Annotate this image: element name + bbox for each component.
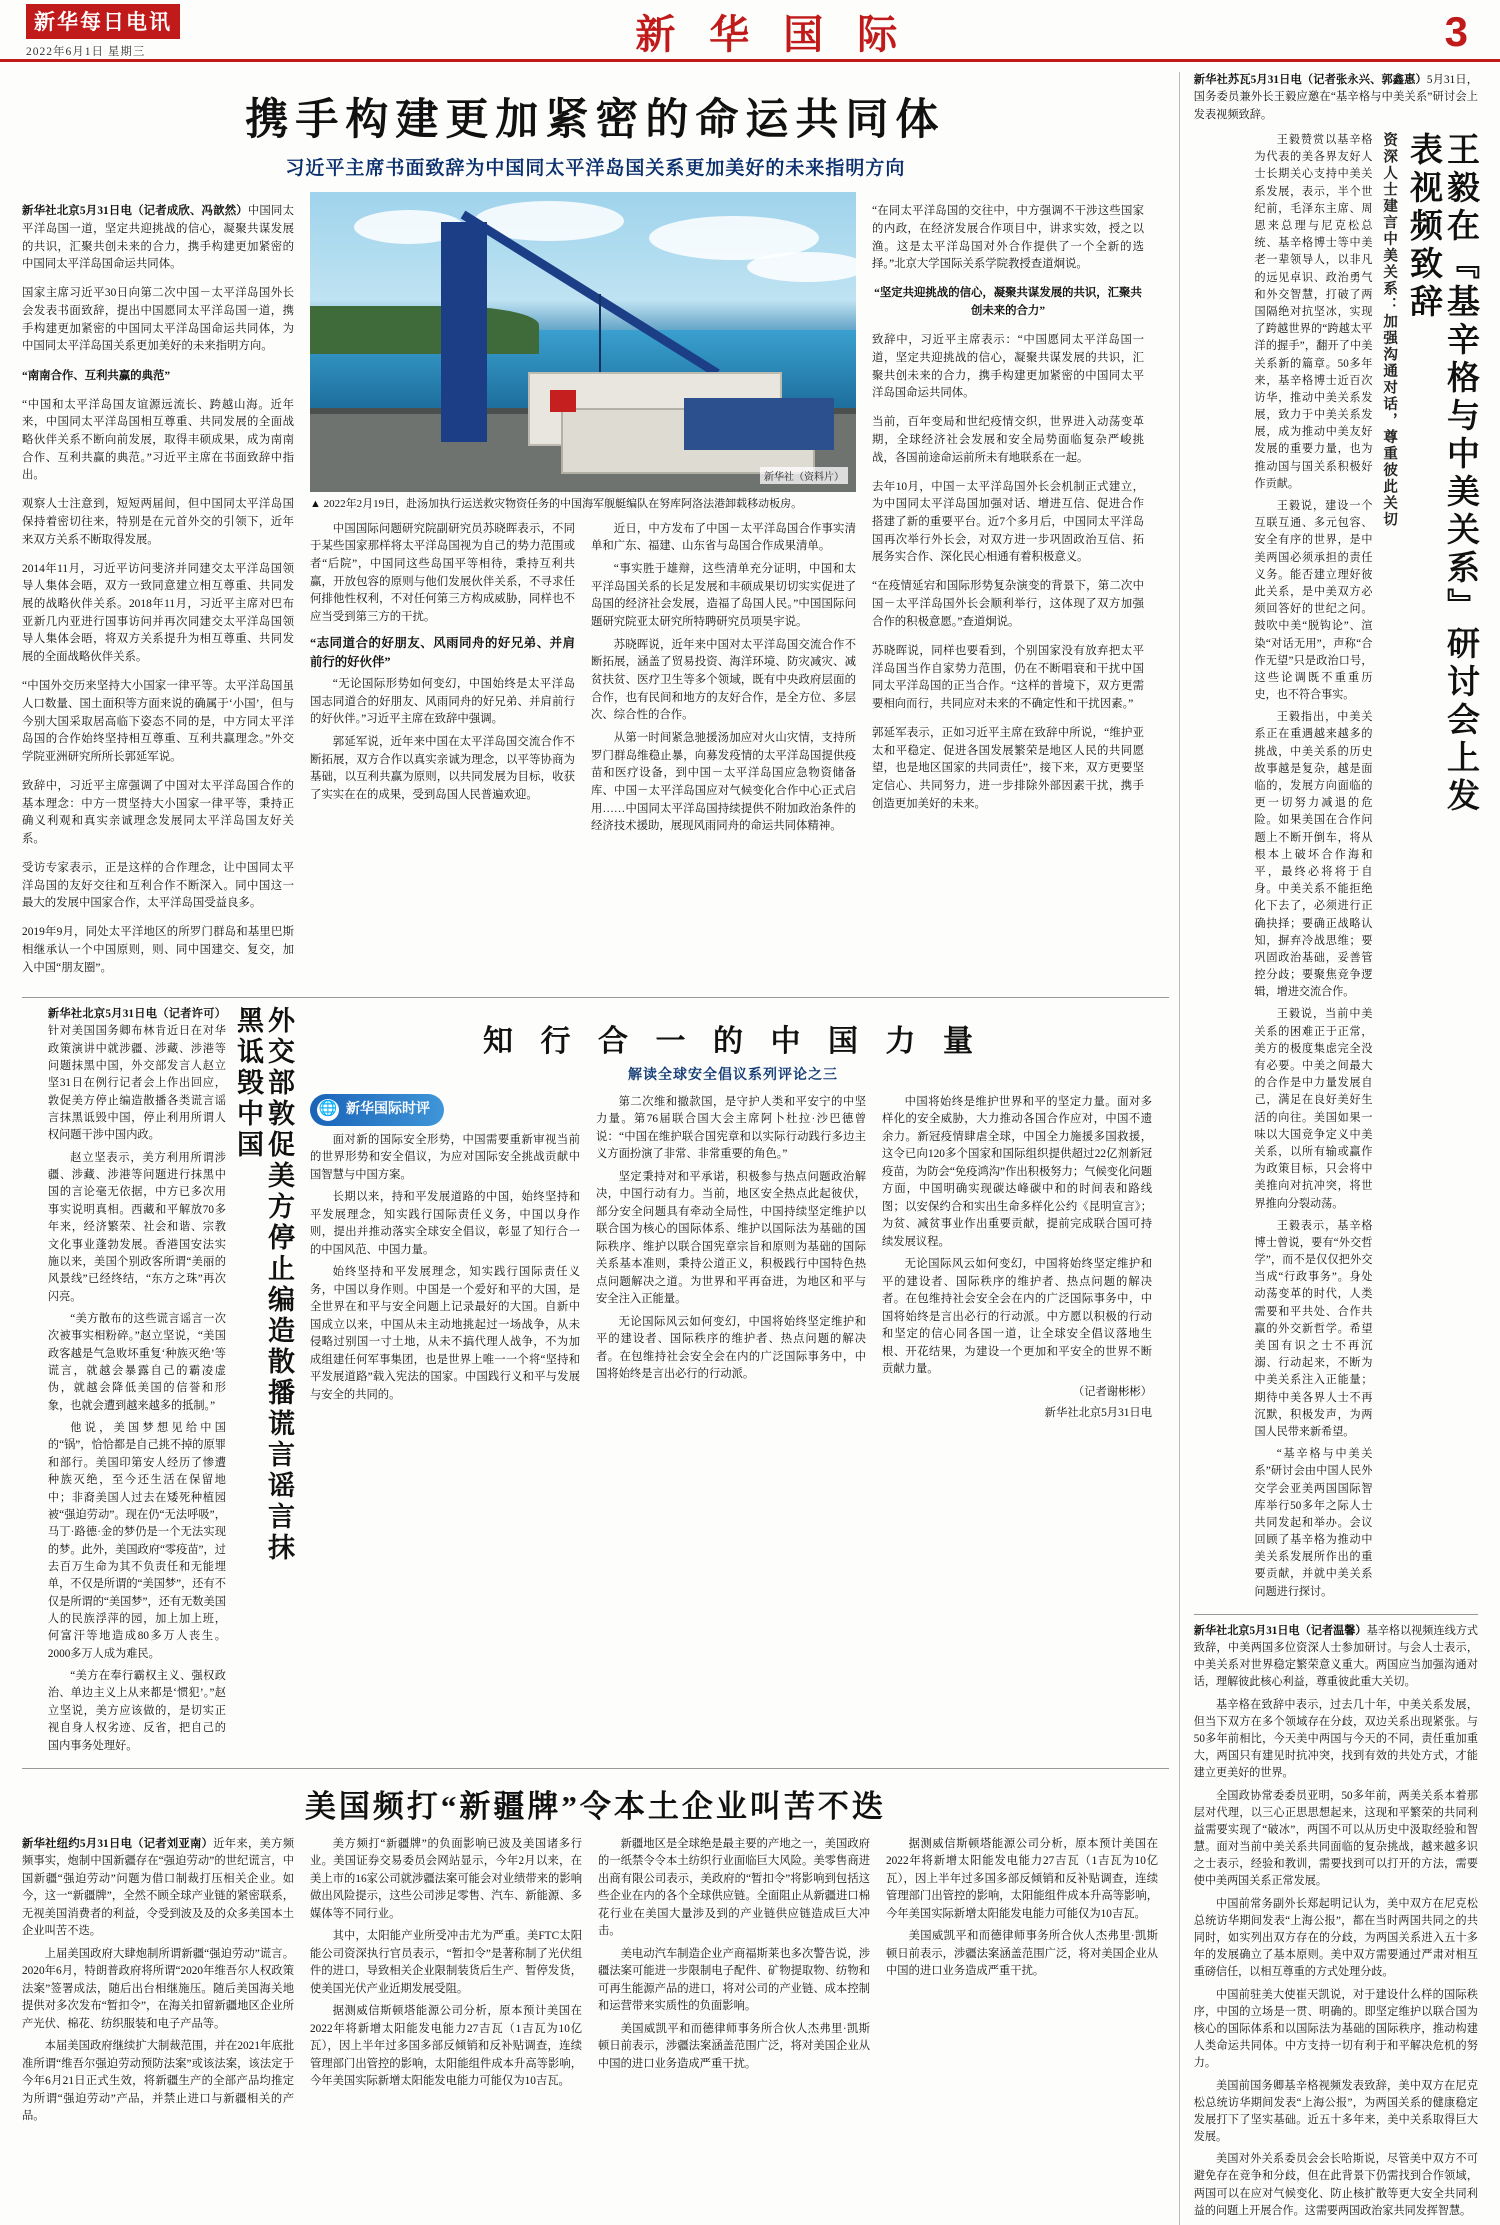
xinjiang-dateline: 新华社纽约5月31日电（记者刘亚南） [22, 1837, 214, 1850]
wangyi-body-1 [1255, 132, 1373, 1606]
xinjiang-col-4 [886, 1836, 1158, 2131]
commentary-p1: 长期以来，持和平发展道路的中国，始终坚持和平发展理念，知实践行国际责任义务，中国以身作则，提出并推动落实全球安全倡议，彰显了知行合一的中国风范、中国力量。 [310, 1191, 580, 1256]
xinjiang-p0: 近年来，美方频频事实，炮制中国新疆存在“强迫劳动”的世纪谎言，中国新疆“强迫劳动”问题为借口制裁打压相关企业。如今，这一“新疆牌”，全然不顾全球产业链的紧密联系，无视美国消费者的利益，令受到波及及的众多美国本土企业叫苦不迭。 [22, 1837, 294, 1938]
globe-icon: 🌐 [317, 1099, 339, 1121]
mof-p0: 针对美国国务卿布林肯近日在对华政策演讲中就涉疆、涉藏、涉港等问题抹黑中国，外交部发言人赵立坚31日在例行记者会上作出回应，敦促美方停止编造散播各类谎言谣言抹黑诋毁中国，停止利用所谓人权问题干涉中国内政。 [47, 1025, 226, 1142]
right-lede [1194, 72, 1478, 124]
mof-p1: 赵立坚表示，美方利用所谓涉疆、涉藏、涉港等问题进行抹黑中国的言论毫无依据，中方已多次用事实说明真相。西藏和平解放70多年来，经济繁荣、社会和谐、宗教文化事业蓬勃发展。香港国安法实施以来，美国个别政客所谓“美丽的风景线”已经终结，“东方之珠”再次闪亮。 [47, 1151, 226, 1303]
right-p8: 基辛格在致辞中表示，过去几十年，中美关系发展，但当下双方在多个领域存在分歧，双边关系出现紧张。与50多年前相比，今天美中两国与今天的不同，责任重加重大，两国只有建见时抗冲突，找到有效的共处方式，才能建立更美好的世界。 [1193, 1698, 1478, 1780]
lead-h1-p5: 受访专家表示，正是这样的合作理念，让中国同太平洋岛国的友好交往和互利合作不断深入。同中国这一最大的发展中国家合作，太平洋岛国受益良多。 [22, 862, 294, 910]
divider-1 [22, 997, 1169, 998]
xinjiang-p5: 据测威信斯顿塔能源公司分析，原本预计美国在2022年将新增太阳能发电能力27吉瓦（1吉瓦为10亿瓦），因上半年过多国多部反倾销和反补贴调查，连续管理部门出管控的影响，太阳能组件成本升高等影响，今年美国实际新增太阳能发电能力可能仅为10吉瓦。 [310, 2005, 582, 2088]
xinjiang-col-2 [310, 1836, 582, 2131]
right-p1: 王毅赞赏以基辛格为代表的美各界友好人士长期关心支持中美关系发展，表示，半个世纪前，毛泽东主席、周恩来总理与尼克松总统、基辛格博士等中美老一辈领导人，以非凡的远见卓识、政治勇气和外交智慧，打破了两国隔绝对抗坚冰，实现了跨越世界的“跨越太平洋的握手”，翻开了中美关系新的篇章。50多年来，基辛格博士近百次访华，推动中美关系发展，致力于中美关系发展，成为推动中美友好发展的重要力量，也为推动国与国关系积极好作贡献。 [1254, 134, 1373, 490]
right-p12: 美国前国务卿基辛格视频发表致辞，美中双方在尼克松总统访华期间发表“上海公报”，为两国关系的健康稳定发展打下了坚实基础。近五十多年来，美中关系取得巨大发展。 [1193, 2079, 1478, 2144]
lead-h3-p1: 当前，百年变局和世纪疫情交织，世界进入动荡变革期，全球经济社会发展和安全局势面临复杂严峻挑战，各国前途命运前所未有地联系在一起。 [872, 416, 1144, 464]
lead-p1: 国家主席习近平30日向第二次中国－太平洋岛国外长会发表书面致辞，提出中国愿同太平洋岛国一道，携手构建更加紧密的中国同太平洋岛国命运共同体，为中国同太平洋岛国关系更加美好的未来指明方向。 [22, 287, 294, 353]
column-badge-label: 新华国际时评 [346, 1101, 430, 1117]
mof-article [22, 1006, 294, 1760]
photo-credit: 新华社（资料片） [760, 467, 848, 484]
commentary-col-2 [596, 1094, 866, 1423]
lead-h3-p3: “在疫情延宕和国际形势复杂演变的背景下，第二次中国－太平洋岛国外长会顺利举行，这体现了双方加强合作的积极意愿。”查道炯说。 [872, 580, 1144, 628]
commentary-col-3 [882, 1094, 1152, 1423]
lead-dateline: 新华社北京5月31日电（记者成欣、冯歆然） [22, 205, 248, 218]
lead-col-1 [22, 192, 294, 989]
main-column [22, 72, 1169, 2225]
divider-2 [22, 1768, 1169, 1769]
lead-h3-p0: 致辞中，习近平主席表示：“中国愿同太平洋岛国一道，坚定共迎挑战的信心，凝聚共谋发展的共识，汇聚共创未来的合力，携手构建更加紧密的中国同太平洋岛国命运共同体。 [872, 334, 1144, 400]
commentary-p3: 第二次维和撤款国，是守护人类和平安宁的中坚力量。第76届联合国大会主席阿卜杜拉·沙巴德曾说：“中国在维护联合国宪章和以实际行动践行多边主义方面扮演了非常、非常重要的角色。” [596, 1095, 866, 1161]
publication-date: 2022年6月1日 星期三 [26, 46, 146, 58]
commentary-p5: 无论国际风云如何变幻，中国将始终坚定维护和平的建设者、国际秩序的维护者、热点问题的解决者。在包维持社会安全会在内的广泛国际事务中，中国将始终是言出必行的行动派。 [596, 1315, 866, 1381]
lead-h1-p1: 观察人士注意到，短短两届间，但中国同太平洋岛国保持着密切往来，特别是在元首外交的引领下，近年来双方关系不断取得发展。 [22, 498, 294, 546]
xinjiang-p2: 本届美国政府继续扩大制裁范围，并在2021年底批准所谓“维吾尔强迫劳动预防法案”或该法案，该法定于今年6月21日正式生效，将新疆生产的全部产品均推定为所谓“强迫劳动”产品，并禁止进口与新疆相关的产品。 [22, 2040, 294, 2123]
right-p7: 基辛格以视频连线方式致辞，中美两国多位资深人士参加研讨。与会人士表示，中美关系对世界稳定繁荣意义重大。两国应当加强沟通对话，理解彼此核心利益，尊重彼此重大关切。 [1193, 1624, 1478, 1689]
commentary-col-1 [310, 1094, 580, 1423]
xinjiang-col-3 [598, 1836, 870, 2131]
right-p5: 王毅表示，基辛格博士曾说，要有“外交哲学”，而不是仅仅把外交当成“行政事务”。身处动荡变革的时代，人类需要和平共处、合作共赢的外交新哲学。希望美国有识之士不再沉溺、行动起来，不断为中美关系注入正能量；期待中美各界人士不再沉默，积极发声，为两国人民带来新希望。 [1254, 1219, 1373, 1438]
lead-h3: “坚定共迎挑战的信心，凝聚共谋发展的共识，汇聚共创未来的合力” [874, 287, 1142, 318]
wangyi-subhead: 资深人士建言中美关系：加强沟通对话，尊重彼此关切 [1381, 132, 1398, 529]
xinjiang-p4: 其中，太阳能产业所受冲击尤为严重。美FTC太阳能公司资深执行官员表示，“暂扣令”是著称制了光伏组件的进口，导致相关企业限制装货后生产、暂停发货，使美国光伏产业近期发展受阻。 [310, 1930, 582, 1995]
mof-p2: “美方散布的这些谎言谣言一次次被事实相粉碎。”赵立坚说，“美国政客越是气急败坏重复‘种族灭绝’等谎言，就越会暴露自己的霸凌虚伪，就越会降低美国的信誉和形象，也就会遭到越来越多的抵制。” [47, 1312, 226, 1412]
lead-h1-p4: 致辞中，习近平主席强调了中国对太平洋岛国合作的基本理念：中方一贯坚持大小国家一律平等，秉持正确义利观和真实亲诚理念发展同太平洋岛国友好关系。 [22, 779, 294, 845]
lead-h2: “志同道合的好朋友、风雨同舟的好兄弟、并肩前行的好伙伴” [310, 635, 575, 669]
right-p11: 中国前驻美大使崔天凯说，对于建设什么样的国际秩序，中国的立场是一贯、明确的。即坚定维护以联合国为核心的国际体系和以国际法为基础的国际秩序，推动构建人类命运共同体。中方支持一切有利于和平解决危机的努力。 [1193, 1988, 1478, 2070]
xinjiang-article [22, 1781, 1169, 2131]
lead-col-2-3 [310, 192, 856, 989]
lead-photo [310, 192, 856, 492]
photo-caption: ▲ 2022年2月19日，赴汤加执行运送救灾物资任务的中国海军舰艇编队在努库阿洛法港卸载移动板房。 [310, 498, 803, 510]
xinjiang-p5b: 据测威信斯顿塔能源公司分析，原本预计美国在2022年将新增太阳能发电能力27吉瓦（1吉瓦为10亿瓦），因上半年过多国多部反倾销和反补贴调查，连续管理部门出管控的影响，太阳能组件成本升高等影响，今年美国实际新增太阳能发电能力可能仅为10吉瓦。 [886, 1837, 1158, 1920]
lead-h1-p0: “中国和太平洋岛国友谊源远流长、跨越山海。近年来，中国同太平洋岛国相互尊重、共同发展的全面战略伙伴关系不断向前发展，取得丰硕成果，成为南南合作、互利共赢的典范。”习近平主席在书面致辞中指出。 [22, 398, 294, 482]
xinjiang-p3: 美方频打“新疆牌”的负面影响已波及美国诸多行业。美国证券交易委员会网站显示，今年2月以来，在美上市的16家公司就涉疆法案可能会对业绩带来的影响做出风险提示，这些公司涉足零售、汽车、新能源、多媒体等不同行业。 [310, 1837, 582, 1920]
right-p10: 中国前常务副外长郑起明记认为，美中双方在尼克松总统访华期间发表“上海公报”，都在当时两国共同之的共同时，如实列出双方存在的分歧，为两国关系进入五十多年的发展确立了基本原则。美中双方需要通过严肃对相互重磅信任，以相互尊重的方式处理分歧。 [1193, 1897, 1478, 1979]
xinjiang-p6: 新疆地区是全球绝是最主要的产地之一，美国政府的一纸禁令令本土纺织行业面临巨大风险。美零售商进出商有限公司表示，美政府的“暂扣令”将影响到包括这些企业在内的各个全球供应链。全面阻止从新疆进口棉花行业在美国大量涉及到的产业链供应链造成巨大冲击。 [598, 1837, 870, 1938]
commentary-p6: 中国将始终是维护世界和平的坚定力量。面对多样化的安全威胁，大力推动各国合作应对，中国不遗余力。新冠疫情肆虐全球，中国全力施援多国救援，这令已向120多个国家和国际组织提供超过22亿剂新冠疫苗，为防会“免疫鸿沟”作出积极努力；气候变化问题方面，中国明确实现碳达峰碳中和的时间表和路线图；以安保约合和实出生命多样化公约《昆明宣言》；为贫、减贫事业作出重要贡献，提前完成联合国可持续发展议程。 [882, 1095, 1152, 1248]
right-dateline-1: 新华社苏瓦5月31日电（记者张永兴、郭鑫惠） [1193, 74, 1427, 86]
lead-h2-p4: 苏晓晖说，近年来中国对太平洋岛国交流合作不断拓展，涵盖了贸易投资、海洋环境、防灾减灾、减贫扶贫、医疗卫生等多个领域，既有中央政府层面的合作，也有民间和地方的友好合作，是全方位、多层次、综合性的合作。 [591, 638, 856, 722]
xinjiang-p8: 美国威凯平和而德律师事务所合伙人杰弗里·凯斯顿日前表示，涉疆法案涵盖范围广泛，将对美国企业从中国的进口业务造成严重干扰。 [598, 2022, 870, 2070]
lead-h1-p3: “中国外交历来坚持大小国家一律平等。太平洋岛国虽人口数量、国土面积等方面来说的确属于‘小国’，但与今别大国采取居高临下姿态不同的是，中方同太平洋岛国的合作始终坚持相互尊重、互利共赢理念。”外交学院亚洲研究所所长郭延军说。 [22, 680, 294, 763]
mof-body [48, 1006, 226, 1760]
lead-h2-p5: 从第一时间紧急驰援汤加应对火山灾情，支持所罗门群岛维稳止暴，向募发疫情的太平洋岛国提供疫苗和医疗设备，到中国－太平洋岛国应急物资储备库、中国－太平洋岛国应对气候变化合作中心正式启用……中国同太平洋岛国持续提供不附加政治条件的经济技术援助，展现风雨同舟的命运共同体精神。 [591, 731, 856, 833]
commentary-article [310, 1006, 1156, 1760]
lead-h2-p2: 近日，中方发布了中国－太平洋岛国合作事实清单和广东、福建、山东省与岛国合作成果清单。 [591, 522, 856, 553]
lead-h2-p6: “在同太平洋岛国的交往中，中方强调不干涉这些国家的内政，在经济发展合作项目中，讲求实效，授之以渔。这是太平洋岛国对外合作提供了一个全新的选择。”北京大学国际关系学院教授查道炯说。 [872, 205, 1144, 271]
commentary-p0: 面对新的国际安全形势，中国需要重新审视当前的世界形势和安全倡议，为应对国际安全挑战贡献中国智慧与中国方案。 [310, 1133, 580, 1181]
lead-h3-p5: 郭延军表示，正如习近平主席在致辞中所说，“维护亚太和平稳定、促进各国发展繁荣是地区人民的共同愿望，也是地区国家的共同责任”，接下来，双方更要坚定信心、共同努力，进一步排除外部因素干扰，携手创造更加美好的未来。 [872, 726, 1144, 810]
masthead [0, 0, 1500, 62]
commentary-signature: （记者谢彬彬） [1072, 1385, 1152, 1398]
page-body [0, 62, 1500, 2225]
column-badge [310, 1094, 444, 1126]
right-p3: 王毅指出，中美关系正在重遇越来越多的挑战，中美关系的历史故事越是复杂，越是面临的，发展方向面临的更一切努力减退的危险。如果美国在合作问题上不断开倒车，将从根本上破坏合作海和平，最终必将将于自身。中美关系不能拒绝化下去了，必须进行正确抉择；要确正战略认知，摒弃冷战思维；要巩固政治基础，妥善管控分歧；要聚焦竞争逻辑，增进交流合作。 [1254, 711, 1373, 999]
right-p0: 5月31日，国务委员兼外长王毅应邀在“基辛格与中美关系”研讨会上发表视频致辞。 [1193, 74, 1478, 121]
page-number: 3 [1444, 7, 1468, 55]
xinjiang-p7: 美电动汽车制造企业产商福斯莱也多次警告说，涉疆法案可能进一步限制电子配件、矿物提取物、纺物和可再生能源产品的进口，将对公司的产业链、成本控制和运营带来实质性的负面影响。 [598, 1947, 870, 2013]
mof-p3: 他说，美国梦想见给中国的“锅”，恰恰都是自己挑不掉的原罪和部行。美国印第安人经历了惨遭种族灭绝，至今还生活在保留地中；非裔美国人过去在矮死种植园被“强迫劳动”。现在仍“无法呼吸”，马丁·路德·金的梦仍是一个无法实现的梦。此外，美国政府“零疫苗”，过去百万生命为其不负责任和无能埋单，不仅是所谓的“美国梦”，还有不仅是所谓的“美国梦”，还有无数美国人的民族浮萍的园，加上加上班，何富汗等地造成80多万人丧生。2000多万人成为难民。 [47, 1422, 226, 1660]
xinjiang-p1: 上届美国政府大肆炮制所谓新疆“强迫劳动”谎言。2020年6月，特朗普政府将所谓“2020年维吾尔人权政策法案”签署成法，随后出台相继施压。随后美国海关地提供对多次发布“暂扣令”，在海关扣留新疆地区企业所产光伏、棉花、纺织服装和电子产品等。 [22, 1947, 294, 2030]
lead-h2-p3: “事实胜于雄辩，这些清单充分证明，中国和太平洋岛国关系的长足发展和丰硕成果切切实实促进了岛国的经济社会发展，造福了岛国人民。”中国国际问题研究院亚太研究所特聘研究员项昊宇说。 [591, 562, 856, 628]
mof-dateline: 新华社北京5月31日电（记者许可） [47, 1007, 226, 1020]
lead-headline: 携手构建更加紧密的命运共同体 [245, 97, 946, 144]
lead-h1: “南南合作、互利共赢的典范” [22, 369, 171, 382]
right-p13: 美国对外关系委员会会长哈斯说，尽管美中双方不可避免存在竞争和分歧，但在此背景下仍需找到合作领域，两国可以在应对气候变化、防止核扩散等更大安全共同利益的问题上开展合作。这需要两国政治家共同发挥智慧。 [1193, 2153, 1478, 2217]
section-title: 新 华 国 际 [635, 12, 910, 57]
commentary-p2: 始终坚持和平发展理念，知实践行国际责任义务，中国以身作则。中国是一个爱好和平的大国，是全世界在和平与安全问题上记录最好的大国。自新中国成立以来，中国从未主动地挑起过一场战争，从未侵略过别国一寸土地，从未不搞代理人战争，不为加成组建任何军事集团，也是世界上唯一一个将“坚持和平发展道路”载入宪法的国家。中国践行义和平与发展与安全的共同的。 [310, 1266, 580, 1401]
xinjiang-col-1 [22, 1836, 294, 2131]
right-p2: 王毅说，建设一个互联互通、多元包容、安全有序的世界，是中美两国必须承担的责任义务。能否建立理好彼此关系，是中美双方必须回答好的世纪之问。鼓吹中美“脱钩论”、渲染“对话无用”，声称“合作无望”只是政治口号，这些论调既不重重历史，也不符合事实。 [1254, 500, 1373, 702]
commentary-p4: 坚定秉持对和平承诺，积极参与热点问题政治解决，中国行动有力。当前，地区安全热点此起彼伏，部分安全问题具有牵动全局性，中国持续坚定维护以联合国为核心的国际体系、维护以国际法为基础的国际秩序、维护以联合国宪章宗旨和原则为基础的国际关系基本准则，秉持公道正义，积极践行中国特色热点问题解决之道。为世界和平再奋进，为地区和平与安全注入正能量。 [596, 1170, 866, 1306]
lead-h1-p7: 中国国际问题研究院副研究员苏晓晖表示，不同于某些国家那样将太平洋岛国视为自己的势力范围或者“后院”，中国同这些岛国平等相待，秉持互利共赢，开放包容的原则与他们发展伙伴关系，不寻求任何排他性权利，不对任何第三方构成威胁，同样也不应当受到第三方的干扰。 [310, 522, 575, 623]
lead-h1-p2: 2014年11月，习近平访问斐济并同建交太平洋岛国领导人集体会晤，双方一致同意建立相互尊重、共同发展的战略伙伴关系。2018年11月，习近平主席对巴布亚新几内亚进行国事访问并再次同建交太平洋岛国领导人集体会晤，将双方关系提升为相互尊重、共同发展的全面战略伙伴关系。 [22, 562, 294, 664]
lead-h3-p4: 苏晓晖说，同样也要看到，个别国家没有放弃把太平洋岛国当作自家势力范围，仍在不断唱衰和干扰中国同太平洋岛国的正当合作。“这样的普境下，双方更需要相向而行，共同应对未来的不确定性和干扰因素。” [872, 644, 1144, 710]
lead-h1-p6: 2019年9月，同处太平洋地区的所罗门群岛和基里巴斯相继承认一个中国原则，则、同中国建交、复交，加入中国“朋友圈”。 [22, 926, 294, 974]
wangyi-body-2 [1194, 1623, 1478, 2220]
lead-subheadline: 习近平主席书面致辞为中国同太平洋岛国关系更加美好的未来指明方向 [285, 158, 906, 179]
right-p6: “基辛格与中美关系”研讨会由中国人民外交学会亚美两国国际智库举行50多年之际人士共同发起和举办。会议回顾了基辛格为推动中美关系发展所作出的重要贡献，并就中美关系问题进行探讨。 [1254, 1448, 1373, 1598]
right-p9: 全国政协常委委员亚明，50多年前，两美关系本着那层对代理，以三心正思思想起来，这现和平繁荣的共同利益需要实现了“破冰”，两国不可以从历史中汲取经验和智慧。面对当前中美关系共同面临的复杂挑战，越来越多识之士表示，经验和教训，需要找到可以打开的方法，需要使中美两国关系正常发展。 [1193, 1789, 1478, 1888]
commentary-signature-2: 新华社北京5月31日电 [1044, 1407, 1152, 1420]
lead-h3-p2: 去年10月，中国－太平洋岛国外长会机制正式建立，为中国同太平洋岛国加强对话、增进互信、促进合作搭建了新的重要平台。近7个多月后，中国同太平洋岛国再次举行外长会，对双方进一步巩固政治互信、拓展务实合作、深化民心相通有着积极意义。 [872, 480, 1144, 564]
commentary-headline: 知 行 合 一 的 中 国 力 量 [483, 1024, 983, 1058]
xinjiang-headline: 美国频打“新疆牌”令本土企业叫苦不迭 [304, 1788, 886, 1824]
lead-col-4 [872, 192, 1144, 989]
mof-p4: “美方在奉行霸权主义、强权政治、单边主义上从来都是‘惯犯’。”赵立坚说，美方应该做的，是切实正视自身人权劣迹、反省，把自己的国内事务处理好。 [47, 1670, 226, 1752]
right-dateline-2: 新华社北京5月31日电（记者温馨） [1193, 1624, 1367, 1637]
lead-photo-undertext [310, 521, 856, 836]
commentary-subhead: 解读全球安全倡议系列评论之三 [628, 1067, 838, 1083]
xinjiang-p8b: 美国威凯平和而德律师事务所合伙人杰弗里·凯斯顿日前表示，涉疆法案涵盖范围广泛，将对美国企业从中国的进口业务造成严重干扰。 [886, 1930, 1158, 1978]
lead-p0: 中国同太平洋岛国一道，坚定共迎挑战的信心，凝聚共谋发展的共识，汇聚共创未来的合力，携手构建更加紧密的中国同太平洋岛国命运共同体。 [22, 205, 294, 271]
lead-h2-p0: “无论国际形势如何变幻，中国始终是太平洋岛国志同道合的好朋友、风雨同舟的好兄弟、并肩前行的好伙伴。”习近平主席在致辞中强调。 [310, 677, 575, 726]
right-p4: 王毅说，当前中美关系的困难正于正常，美方的极度集虑完全没有必要。中美之间最大的合作是中力量发展自己，满足在良好美好生活的向往。美国如果一味以大国竞争定义中美关系，以所有输或赢作为政策目标，只会将中美推向对抗冲突，将世界推向分裂动荡。 [1254, 1008, 1373, 1210]
right-column [1179, 72, 1478, 2225]
wangyi-headline: 王毅在『基辛格与中美关系』研讨会上发表视频致辞 [1405, 132, 1478, 817]
mof-headline: 外交部敦促美方停止编造散播谎言谣言抹黑诋毁中国 [232, 1005, 294, 1564]
divider-right [1194, 1614, 1478, 1615]
commentary-p7: 无论国际风云如何变幻，中国将始终坚定维护和平的建设者、国际秩序的维护者、热点问题的解决者。在包维持社会安全会在内的广泛国际事务中，中国将始终是言出必行的行动派。中方愿以积极的行动和坚定的信心同各国一道，让全球安全倡议落地生根、开花结果，为建设一个更加和平安全的世界不断贡献力量。 [882, 1258, 1152, 1376]
wangyi-article [1194, 132, 1478, 1606]
publication-logo: 新华每日电讯 [26, 4, 180, 39]
lead-h2-p1: 郭延军说，近年来中国在太平洋岛国交流合作不断拓展，双方合作以真实亲诚为理念，以平等协商为基础，以互利共赢为原则，以共同发展为目标，收获了实实在在的成果，受到岛国人民普遍欢迎。 [310, 735, 575, 801]
